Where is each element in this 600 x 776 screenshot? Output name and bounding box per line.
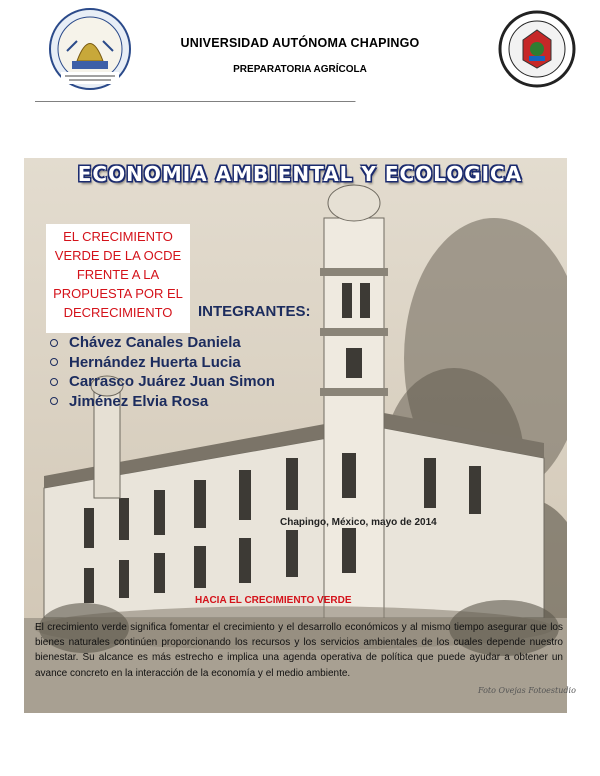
bullet-icon bbox=[50, 339, 58, 347]
topic-box: EL CRECIMIENTO VERDE DE LA OCDE FRENTE A LA PROPUESTA POR EL DECRECIMIENTO bbox=[46, 224, 190, 333]
list-item bbox=[50, 333, 275, 353]
integrantes-label: INTEGRANTES: bbox=[198, 303, 311, 320]
list-item bbox=[50, 392, 275, 412]
bullet-icon bbox=[50, 378, 58, 386]
photo-signature: Foto Ovejas Fotoestudio bbox=[478, 686, 576, 695]
header-rule: _______________________________________________________________________ bbox=[35, 92, 355, 102]
member-name: Hernández Huerta Lucia bbox=[69, 353, 241, 371]
section-paragraph: El crecimiento verde significa fomentar el crecimiento y el desarrollo económicos y al mismo tiempo asegurar que los bienes naturales continúen proporcionando los recursos y los servicios ambientales de los cuales depende nuestro bienestar. Su alcance es más estrecho e implica una agenda operativa de política que puede ayudar a obtener un avance concreto en la interacción de la economía y el medio ambiente. bbox=[35, 622, 563, 679]
cover-title: ECONOMIA AMBIENTAL Y ECOLOGICA bbox=[77, 162, 523, 186]
section-heading: HACIA EL CRECIMIENTO VERDE bbox=[195, 595, 352, 606]
university-seal-icon bbox=[47, 6, 133, 92]
school-name: PREPARATORIA AGRÍCOLA bbox=[233, 64, 367, 75]
preparatoria-seal-icon bbox=[498, 10, 576, 88]
bullet-icon bbox=[50, 358, 58, 366]
place-date: Chapingo, México, mayo de 2014 bbox=[280, 517, 437, 528]
member-name: Jiménez Elvia Rosa bbox=[69, 392, 209, 410]
member-name: Carrasco Juárez Juan Simon bbox=[69, 373, 275, 390]
members-list bbox=[50, 333, 275, 411]
bullet-icon bbox=[50, 397, 58, 405]
list-item bbox=[50, 372, 275, 392]
member-name: Chávez Canales Daniela bbox=[69, 334, 241, 351]
list-item bbox=[50, 353, 275, 373]
university-name: UNIVERSIDAD AUTÓNOMA CHAPINGO bbox=[180, 36, 420, 50]
